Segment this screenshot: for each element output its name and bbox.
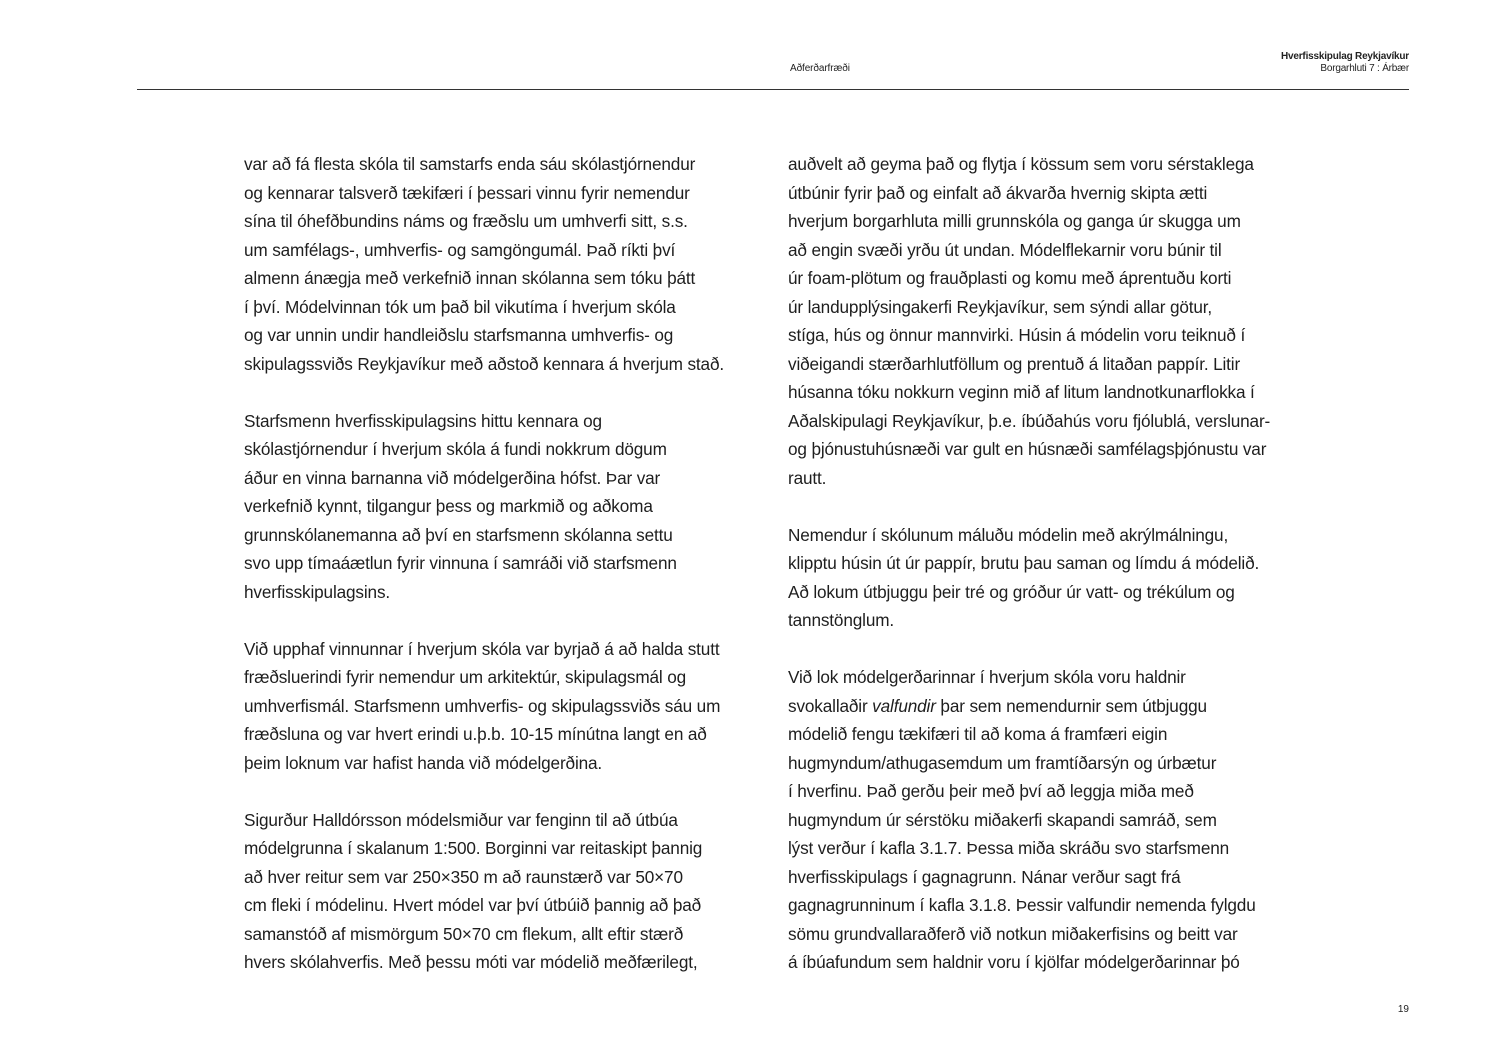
text-line: auðvelt að geyma það og flytja í kössum sem voru sérstaklega <box>788 154 1254 174</box>
text-line: úr landupplýsingakerfi Reykjavíkur, sem sýndi allar götur, <box>788 296 1213 317</box>
paragraph <box>244 150 774 378</box>
text-line: var að fá flesta skóla til samstarfs enda sáu skólastjórnendur <box>244 154 696 174</box>
text-line: módelgrunna í skalanum 1:500. Borginni var reitaskipt þannig <box>244 838 703 858</box>
text-line: um samfélags-, umhverfis- og samgöngumál. Það ríkti því <box>244 239 676 260</box>
text-line: Starfsmenn hverfisskipulagsins hittu kennara og <box>244 410 602 431</box>
running-header-right <box>1281 51 1409 75</box>
text-line: þeim loknum var hafist handa við módelgerðina. <box>244 752 603 773</box>
paragraph <box>788 663 1328 977</box>
text-line: Nemendur í skólunum máluðu módelin með akrýlmálningu, <box>788 524 1229 545</box>
paragraph <box>244 635 774 778</box>
text-line: verkefnið kynnt, tilgangur þess og markmið og aðkoma <box>244 496 653 516</box>
text-line: Við lok módelgerðarinnar í hverjum skóla voru haldnir <box>788 667 1186 687</box>
text-line: gagnagrunninum í kafla 3.1.8. Þessir valfundir nemenda fylgdu <box>788 895 1256 915</box>
text-line: í því. Módelvinnan tók um það bil vikutíma í hverjum skóla <box>244 296 676 317</box>
text-line: hvers skólahverfis. Með þessu móti var módelið meðfærilegt, <box>244 952 698 972</box>
text-run: svokallaðir <box>788 695 873 716</box>
text-line: samanstóð af mismörgum 50×70 cm flekum, allt eftir stærð <box>244 923 684 944</box>
text-line: cm fleki í módelinu. Hvert módel var því útbúið þannig að það <box>244 895 702 915</box>
text-line: skipulagssviðs Reykjavíkur með aðstoð kennara á hverjum stað. <box>244 353 724 374</box>
text-line: lýst verður í kafla 3.1.7. Þessa miða skráðu svo starfsmenn <box>788 838 1230 858</box>
text-line: hverjum borgarhluta milli grunnskóla og ganga úr skugga um <box>788 211 1241 231</box>
left-column <box>244 150 774 1005</box>
text-line: hverfisskipulags í gagnagrunn. Nánar verður sagt frá <box>788 866 1181 887</box>
paragraph <box>244 407 774 607</box>
right-column <box>788 150 1328 1005</box>
text-line: Sigurður Halldórsson módelsmiður var fenginn til að útbúa <box>244 809 678 830</box>
text-line: Við upphaf vinnunnar í hverjum skóla var byrjað á að halda stutt <box>244 638 720 659</box>
text-line: og þjónustuhúsnæði var gult en húsnæði samfélagsþjónustu var <box>788 439 1267 459</box>
text-line: rautt. <box>788 467 827 488</box>
text-line: og var unnin undir handleiðslu starfsmanna umhverfis- og <box>244 325 674 345</box>
text-run: þar sem nemendurnir sem útbjuggu <box>935 695 1207 716</box>
paragraph <box>244 806 774 977</box>
italic-term: valfundir <box>872 695 936 716</box>
text-line: stíga, hús og önnur mannvirki. Húsin á módelin voru teiknuð í <box>788 325 1246 345</box>
text-line: sína til óhefðbundins náms og fræðslu um umhverfi sitt, s.s. <box>244 211 688 231</box>
text-line: Aðalskipulagi Reykjavíkur, þ.e. íbúðahús voru fjólublá, verslunar- <box>788 410 1271 431</box>
text-line: sömu grundvallaraðferð við notkun miðakerfisins og beitt var <box>788 923 1238 944</box>
text-line: Að lokum útbjuggu þeir tré og gróður úr vatt- og trékúlum og <box>788 581 1235 602</box>
text-line: klipptu húsin út úr pappír, brutu þau saman og límdu á módelið. <box>788 553 1260 573</box>
text-line: viðeigandi stærðarhlutföllum og prentuð á litaðan pappír. Litir <box>788 353 1241 374</box>
paragraph <box>788 521 1328 635</box>
text-line <box>788 692 1328 721</box>
text-line: að engin svæði yrðu út undan. Módelflekarnir voru búnir til <box>788 239 1222 260</box>
running-header-section: Aðferðarfræði <box>790 63 850 74</box>
text-line: úr foam-plötum og frauðplasti og komu með áprentuðu korti <box>788 268 1232 288</box>
text-line: tannstönglum. <box>788 610 895 630</box>
text-line: skólastjórnendur í hverjum skóla á fundi nokkrum dögum <box>244 439 667 459</box>
text-line: áður en vinna barnanna við módelgerðina hófst. Þar var <box>244 467 661 488</box>
text-line: hugmyndum úr sérstöku miðakerfi skapandi samráð, sem <box>788 809 1217 830</box>
text-line: grunnskólanemanna að því en starfsmenn skólanna settu <box>244 524 673 545</box>
text-line: hverfisskipulagsins. <box>244 581 391 602</box>
publication-subtitle: Borgarhluti 7 : Árbær <box>1320 63 1409 74</box>
text-line: á íbúafundum sem haldnir voru í kjölfar módelgerðarinnar þó <box>788 952 1240 972</box>
text-line: umhverfismál. Starfsmenn umhverfis- og skipulagssviðs sáu um <box>244 695 721 716</box>
text-line: útbúnir fyrir það og einfalt að ákvarða hvernig skipta ætti <box>788 182 1208 203</box>
text-line: og kennarar talsverð tækifæri í þessari vinnu fyrir nemendur <box>244 182 690 203</box>
publication-title: Hverfisskipulag Reykjavíkur <box>1281 51 1409 62</box>
paragraph <box>788 150 1328 492</box>
text-line: í hverfinu. Það gerðu þeir með því að leggja miða með <box>788 781 1194 801</box>
text-line: almenn ánægja með verkefnið innan skólanna sem tóku þátt <box>244 268 696 288</box>
text-line: húsanna tóku nokkurn veginn mið af litum landnotkunarflokka í <box>788 382 1255 402</box>
text-line: fræðsluna og var hvert erindi u.þ.b. 10-15 mínútna langt en að <box>244 724 707 744</box>
header-divider <box>137 89 1409 90</box>
text-line: að hver reitur sem var 250×350 m að raunstærð var 50×70 <box>244 866 683 887</box>
text-line: fræðsluerindi fyrir nemendur um arkitektúr, skipulagsmál og <box>244 667 687 687</box>
text-line: hugmyndum/athugasemdum um framtíðarsýn og úrbætur <box>788 752 1217 773</box>
text-line: svo upp tímaáætlun fyrir vinnuna í samráði við starfsmenn <box>244 553 677 573</box>
page-number: 19 <box>1397 1004 1409 1015</box>
text-line: módelið fengu tækifæri til að koma á framfæri eigin <box>788 724 1168 744</box>
